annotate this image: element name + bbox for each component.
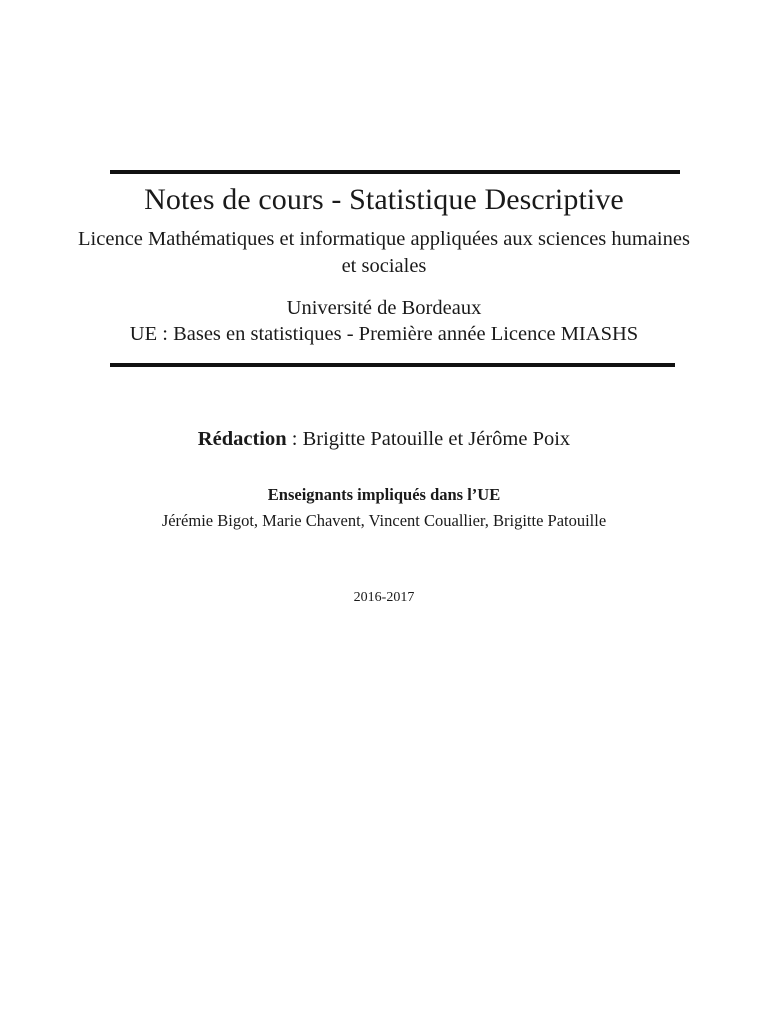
university-name: Université de Bordeaux <box>286 297 482 319</box>
authors-separator: : <box>286 428 303 450</box>
authors-names: Brigitte Patouille et Jérôme Poix <box>302 428 571 450</box>
bottom-rule <box>110 363 675 367</box>
top-rule <box>110 170 680 174</box>
document-title: Notes de cours - Statistique Descriptive <box>144 183 624 216</box>
course-unit: UE : Bases en statistiques - Première année Licence MIASHS <box>129 323 639 345</box>
teachers-heading: Enseignants impliqués dans l’UE <box>267 485 501 504</box>
authors-line <box>0 426 768 452</box>
teachers-names: Jérémie Bigot, Marie Chavent, Vincent Couallier, Brigitte Patouille <box>161 511 607 530</box>
document-subtitle: Licence Mathématiques et informatique appliquées aux sciences humaines et sociales <box>78 228 690 277</box>
authors-label: Rédaction <box>197 428 287 450</box>
academic-year: 2016-2017 <box>353 590 415 605</box>
